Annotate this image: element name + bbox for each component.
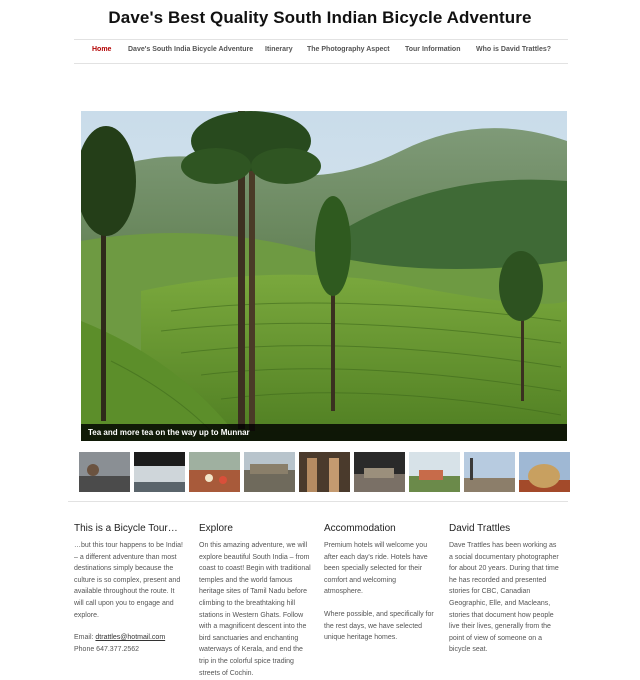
thumbnail-8[interactable] — [464, 452, 515, 492]
contact-info — [74, 632, 186, 655]
nav-item-tour-information[interactable]: Tour Information — [405, 46, 461, 53]
column-accommodation — [324, 523, 436, 644]
thumbnail-4[interactable] — [244, 452, 295, 492]
column-heading: This is a Bicycle Tour… — [74, 523, 178, 534]
nav-item-bicycle-adventure[interactable]: Dave's South India Bicycle Adventure — [128, 46, 254, 53]
column-body-2: Where possible, and specifically for the rest days, we have selected unique heritage homes. — [324, 610, 434, 642]
column-david-trattles — [449, 523, 561, 656]
column-body: …but this tour happens to be India! – a different adventure than most destinations simply because the culture is so complex, present and available throughout the route. It will call upon you to engage and explore. — [74, 542, 183, 619]
slide-caption: Tea and more tea on the way up to Munnar — [81, 424, 567, 441]
tea-plantation-photo — [81, 111, 567, 441]
main-navigation — [74, 39, 568, 64]
nav-item-itinerary[interactable]: Itinerary — [265, 46, 293, 53]
email-link[interactable]: dtrattles@hotmail.com — [95, 634, 166, 642]
thumbnail-2[interactable] — [134, 452, 185, 492]
column-heading: Explore — [199, 523, 233, 534]
nav-item-photography-aspect[interactable]: The Photography Aspect — [307, 46, 390, 53]
site-title: Dave's Best Quality South Indian Bicycle Adventure — [108, 8, 532, 27]
column-bicycle-tour — [74, 523, 186, 655]
thumbnail-1[interactable] — [79, 452, 130, 492]
column-explore — [199, 523, 311, 679]
phone-number: Phone 647.377.2562 — [74, 645, 140, 653]
nav-item-home[interactable]: Home — [92, 46, 112, 53]
column-heading: Accommodation — [324, 523, 396, 534]
thumbnail-6[interactable] — [354, 452, 405, 492]
section-divider — [68, 501, 568, 502]
slideshow-main-image[interactable] — [81, 111, 567, 441]
column-body: Premium hotels will welcome you after each day's ride. Hotels have been specially selected for their comfort and welcoming atmosphere. — [324, 542, 428, 596]
nav-item-who-is-david-trattles[interactable]: Who is David Trattles? — [476, 46, 552, 53]
thumbnail-3[interactable] — [189, 452, 240, 492]
column-body: On this amazing adventure, we will explore beautiful South India – from coast to coast! Begin with traditional temples and the world famous heritage sites of Tamil Nadu before climbing to the breathtaking hill stations in Western Ghats. Follow with a magnificent descent into the bird sanctuaries and enchanting waterways of Kerala, and end the trip in the colorful spice trading streets of Cochin. — [199, 542, 311, 677]
thumbnail-5[interactable] — [299, 452, 350, 492]
thumbnail-9[interactable] — [519, 452, 570, 492]
thumbnail-strip — [79, 452, 569, 492]
email-label: Email: — [74, 634, 94, 642]
thumbnail-7[interactable] — [409, 452, 460, 492]
column-body: Dave Trattles has been working as a social documentary photographer for about 20 years. During that time he has recorded and presented stories for CBC, Canadian Geographic, Elle, and Macleans, stories that document how people live their lives, generally from the point of view of someone on a bicycle seat. — [449, 542, 559, 654]
column-heading: David Trattles — [449, 523, 511, 534]
